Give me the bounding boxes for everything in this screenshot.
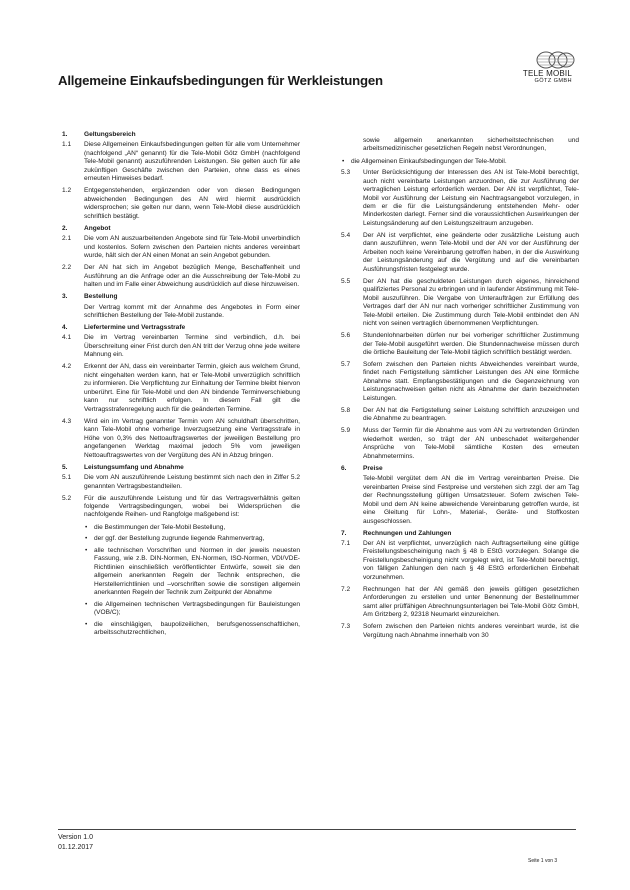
clause	[341, 278, 579, 329]
clause-number: 1.1	[62, 141, 72, 149]
clause-number: 4.	[62, 324, 68, 332]
clause-text: Muss der Termin für die Abnahme aus vom AN zu vertretenden Gründen wiederholt werden, so trägt der AN unbeschadet weitergehender Ansprüche von Tele-Mobil sämtliche Kosten des erneuten Abnahmetermins.	[363, 427, 579, 460]
right-column	[341, 137, 579, 644]
bullet-list	[341, 158, 579, 166]
clause-text: Die vom AN auszuarbeitenden Angebote sind für Tele-Mobil unverbindlich und kostenlos. Sofern zwischen den Parteien nichts anderes vereinbart wurde, hält sich der AN einen Monat an sein Angebot gebunden.	[84, 235, 300, 260]
clause	[341, 407, 579, 424]
clause-number: 5.4	[341, 231, 351, 239]
clause-number: 5.7	[341, 361, 351, 369]
list-item: • der ggf. der Bestellung zugrunde liegende Rahmenvertrag,	[94, 535, 300, 543]
clause-text: Entgegenstehenden, ergänzenden oder von diesen Bedingungen abweichenden Bedingungen des AN wird hiermit ausdrücklich widersprochen; sie gelten nur dann, wenn Tele-Mobil diese ausdrücklich schriftlich bestätigt.	[84, 187, 300, 220]
clause-text: Erkennt der AN, dass ein vereinbarter Termin, gleich aus welchem Grund, nicht eingehalten werden kann, hat er Tele-Mobil unverzüglich schriftlich zu informieren. Die Verpflichtung zur Einhaltung der Termine bleibt hiervon unberührt. Eine für Tele-Mobil und den AN bindende Terminverschiebung kann nur schriftlich erfolgen. In diesem Fall gilt die Vertragsstrafenregelung auch für die geänderten Termine.	[84, 363, 300, 413]
list-item: • alle technischen Vorschriften und Normen in der jeweils neuesten Fassung, wie z.B. DIN-Normen, EN-Normen, ISO-Normen, VDI/VDE-Richtlinien einschließlich veröffentlichter Entwürfe, soweit sie den allgemein anerkannten Regeln der Technik entsprechen, die Herstellerrichtlinien und –vorschriften sowie die sonstigen allgemein anerkannten Regeln der Technik zum Zeitpunkt der Abnahme	[94, 547, 300, 598]
clause-text: Unter Berücksichtigung der Interessen des AN ist Tele-Mobil berechtigt, auch nicht vereinbarte Leistungen anzuordnen, die zur Ausführung der vertraglichen Leistung erforderlich werden. Der AN ist verpflichtet, Tele-Mobil vor Ausführung der Leistung ein Nachtragsangebot vorzulegen, in dem er die für die Leistungsänderung entstehenden Mehr- oder Minderkosten darlegt. Ferner sind die voraussichtlichen Auswirkungen der Leistungsänderung auf den Leistungszeitraum anzugeben.	[363, 169, 579, 227]
clause-text: Diese Allgemeinen Einkaufsbedingungen gelten für alle vom Unternehmer (nachfolgend „AN“ genannt) für die Tele-Mobil Götz GmbH (nachfolgend Tele-Mobil genannt) auszuführenden Leistungen. Sie gelten auch für alle zukünftigen Geschäfte zwischen den Parteien, ohne dass es eines erneuten Hinweises bedarf.	[84, 141, 300, 183]
clause	[62, 264, 300, 289]
logo-mark-icon	[534, 50, 576, 70]
clause	[62, 474, 300, 491]
clause-number: 5.9	[341, 427, 351, 435]
section-title: Angebot	[84, 224, 111, 232]
clause-text: Der AN hat sich im Angebot bezüglich Menge, Beschaffenheit und Ausführung an die Anfrage oder an die Ausschreibung der Tele-Mobil zu halten und im Falle einer Abweichung ausdrücklich auf diese hinzuweisen.	[84, 264, 300, 289]
list-item: • die Allgemeinen Einkaufsbedingungen der Tele-Mobil.	[351, 158, 579, 166]
footer-version-block	[58, 833, 93, 853]
clause-text: Sofern zwischen den Parteien nichts Abweichendes vereinbart wurde, findet nach Fertigstellung sämtlicher Leistungen des AN eine förmliche Abnahme statt. Empfangsbestätigungen und die Gegenzeichnung von Leistungsnachweisen gelten nicht als Abnahme der darin bezeichneten Leistungen.	[363, 361, 579, 402]
list-item: • die einschlägigen, baupolizeilichen, berufsgenossenschaftlichen, arbeitsschutzrechtlichen,	[94, 621, 300, 638]
clause	[341, 332, 579, 357]
clause-number: 2.	[62, 224, 68, 232]
clause-number: 6.	[341, 464, 347, 472]
paragraph: Tele-Mobil vergütet dem AN die im Vertrag vereinbarten Preise. Die vereinbarten Preise sind Festpreise und verstehen sich zzgl. der am Tag der Rechnungsstellung gültigen Umsatzsteuer. Sofern zwischen Tele-Mobil und dem AN keine abweichende Vereinbarung getroffen wurde, ist eine Gleitung für Lohn-, Material-, Geräte- und Stoffkosten ausgeschlossen.	[363, 475, 579, 525]
clause	[62, 495, 300, 520]
footer-version: Version 1.0	[58, 834, 94, 841]
clause	[62, 187, 300, 221]
section-heading	[62, 324, 300, 332]
clause-number: 2.1	[62, 235, 72, 243]
document-title: Allgemeine Einkaufsbedingungen für Werkleistungen	[58, 73, 383, 88]
footer-divider	[58, 829, 576, 830]
clause	[341, 586, 579, 620]
section-heading	[62, 293, 300, 301]
clause	[62, 235, 300, 260]
clause-number: 5.8	[341, 406, 351, 414]
logo-name: TELE MOBIL	[522, 69, 572, 78]
clause-text: Stundenlohnarbeiten dürfen nur bei vorheriger schriftlicher Zustimmung der Tele-Mobil ausgeführt werden. Die Stundennachweise müssen durch die örtliche Bauleitung der Tele-Mobil täglich schriftlich bestätigt werden.	[363, 332, 579, 356]
section-title: Leistungsumfang und Abnahme	[84, 463, 184, 471]
clause-number: 5.5	[341, 277, 351, 285]
clause-number: 1.	[62, 131, 68, 138]
left-column	[62, 131, 300, 641]
clause-text: Der AN ist verpflichtet, unverzüglich nach Auftragserteilung eine gültige Freistellungsbescheinigung nach § 48 b EStG vorzulegen. Solange die Freistellungsbescheinigung nicht vorgelegt wird, ist Tele-Mobil berechtigt, von fälligen Zahlungen den nach § 48 EStG erforderlichen Einbehalt vorzunehmen.	[363, 540, 579, 581]
paragraph: Der Vertrag kommt mit der Annahme des Angebotes in Form einer schriftlichen Bestellung der Tele-Mobil zustande.	[84, 303, 300, 319]
clause	[62, 363, 300, 414]
section-heading	[62, 225, 300, 233]
clause-number: 4.3	[62, 417, 72, 425]
clause	[62, 141, 300, 183]
section-title: Rechnungen und Zahlungen	[363, 529, 452, 537]
clause-number: 5.	[62, 463, 68, 471]
clause-number: 7.	[341, 529, 347, 537]
clause-number: 5.6	[341, 332, 351, 340]
section-title: Liefertermine und Vertragsstrafe	[84, 324, 186, 332]
section-heading	[341, 465, 579, 473]
clause-number: 7.2	[341, 585, 351, 593]
section-heading	[62, 131, 300, 139]
clause-number: 4.1	[62, 334, 72, 342]
clause-number: 3.	[62, 293, 68, 301]
company-logo	[488, 50, 580, 94]
clause-text: Die vom AN auszuführende Leistung bestimmt sich nach den in Ziffer 5.2 genannten Vertragsbestandteilen.	[84, 474, 300, 490]
clause	[62, 418, 300, 460]
section-heading	[62, 464, 300, 472]
clause-number: 7.3	[341, 623, 351, 631]
paragraph: sowie allgemein anerkannten sicherheitstechnischen und arbeitsmedizinischer gesetzlichen Regeln nebst Verordnungen,	[363, 137, 579, 153]
clause-number: 5.1	[62, 474, 72, 482]
logo-subtitle: GÖTZ GMBH	[534, 78, 572, 84]
list-item: • die Allgemeinen technischen Vertragsbedingungen für Bauleistungen (VOB/C);	[94, 601, 300, 618]
clause-text: Der AN ist verpflichtet, eine geänderte oder zusätzliche Leistung auch dann auszuführen, wenn Tele-Mobil und der AN vor der Ausführung der Arbeiten noch keine Vereinbarung getroffen haben, in der die Auswirkung der Leistungsänderung auf die Vergütung und auf die vereinbarten Ausführungsfristen festgelegt wurde.	[363, 231, 579, 273]
clause-number: 5.2	[62, 494, 72, 502]
clause	[341, 361, 579, 403]
footer-page-number: Seite 1 von 3	[528, 858, 558, 864]
clause	[341, 427, 579, 461]
clause	[62, 334, 300, 359]
bullet-list	[62, 524, 300, 638]
section-title: Bestellung	[84, 293, 118, 301]
clause-text: Rechnungen hat der AN gemäß den jeweils gültigen gesetzlichen Anforderungen zu erstellen und unter Benennung der Bestellnummer samt aller prüffähigen Abrechnungsunterlagen bei Tele-Mobil Götz GmbH, Am Gritzberg 2, 92318 Neumarkt einzureichen.	[363, 585, 579, 619]
footer-date: 01.12.2017	[58, 844, 94, 851]
section-title: Preise	[363, 464, 383, 472]
clause-number: 7.1	[341, 540, 351, 548]
clause	[341, 169, 579, 228]
clause-text: Für die auszuführende Leistung und für das Vertragsverhältnis gelten folgende Vertragsbedingungen, wobei bei Widersprüchen die nachfolgende Reihen- und Rangfolge maßgebend ist:	[84, 494, 300, 519]
list-item: • die Bestimmungen der Tele-Mobil Bestellung,	[94, 524, 300, 532]
clause	[341, 623, 579, 640]
clause-number: 5.3	[341, 169, 351, 177]
section-title: Geltungsbereich	[84, 131, 136, 138]
clause-text: Die im Vertrag vereinbarten Termine sind verbindlich, d.h. bei Überschreitung einer Frist durch den AN tritt der Verzug ohne jede weitere Mahnung ein.	[84, 334, 300, 359]
clause-text: Der AN hat die geschuldeten Leistungen durch eigenes, hinreichend qualifiziertes Personal zu erbringen und in laufender Abstimmung mit Tele-Mobil auszuführen. Die Vergabe von Unteraufträgen zur Erfüllung des Vertrages darf der AN nur nach vorheriger schriftlicher Zustimmung von Tele-Mobil erteilen. Die Zustimmung durch Tele-Mobil entbindet den AN nicht von seinen vertraglich übernommenen Verpflichtungen.	[363, 277, 579, 328]
section-heading	[341, 530, 579, 538]
clause-number: 1.2	[62, 187, 72, 195]
clause-text: Sofern zwischen den Parteien nichts anderes vereinbart wurde, ist die Vergütung nach Abnahme innerhalb von 30	[363, 623, 579, 639]
clause	[341, 232, 579, 274]
clause-number: 4.2	[62, 363, 72, 371]
clause-text: Wird ein im Vertrag genannter Termin vom AN schuldhaft überschritten, kann Tele-Mobil ohne vorherige Inverzugsetzung eine Vertragsstrafe in Höhe von 0,3% des Nettoauftragswertes der jeweiligen Bestellung pro angefangenen Werktag maximal jedoch 5% vom jeweiligen Nettoauftragswertes von der Vergütung des AN in Abzug bringen.	[84, 417, 300, 459]
clause	[341, 540, 579, 582]
clause-text: Der AN hat die Fertigstellung seiner Leistung schriftlich anzuzeigen und die Abnahme zu beantragen.	[363, 406, 579, 423]
clause-number: 2.2	[62, 264, 72, 272]
